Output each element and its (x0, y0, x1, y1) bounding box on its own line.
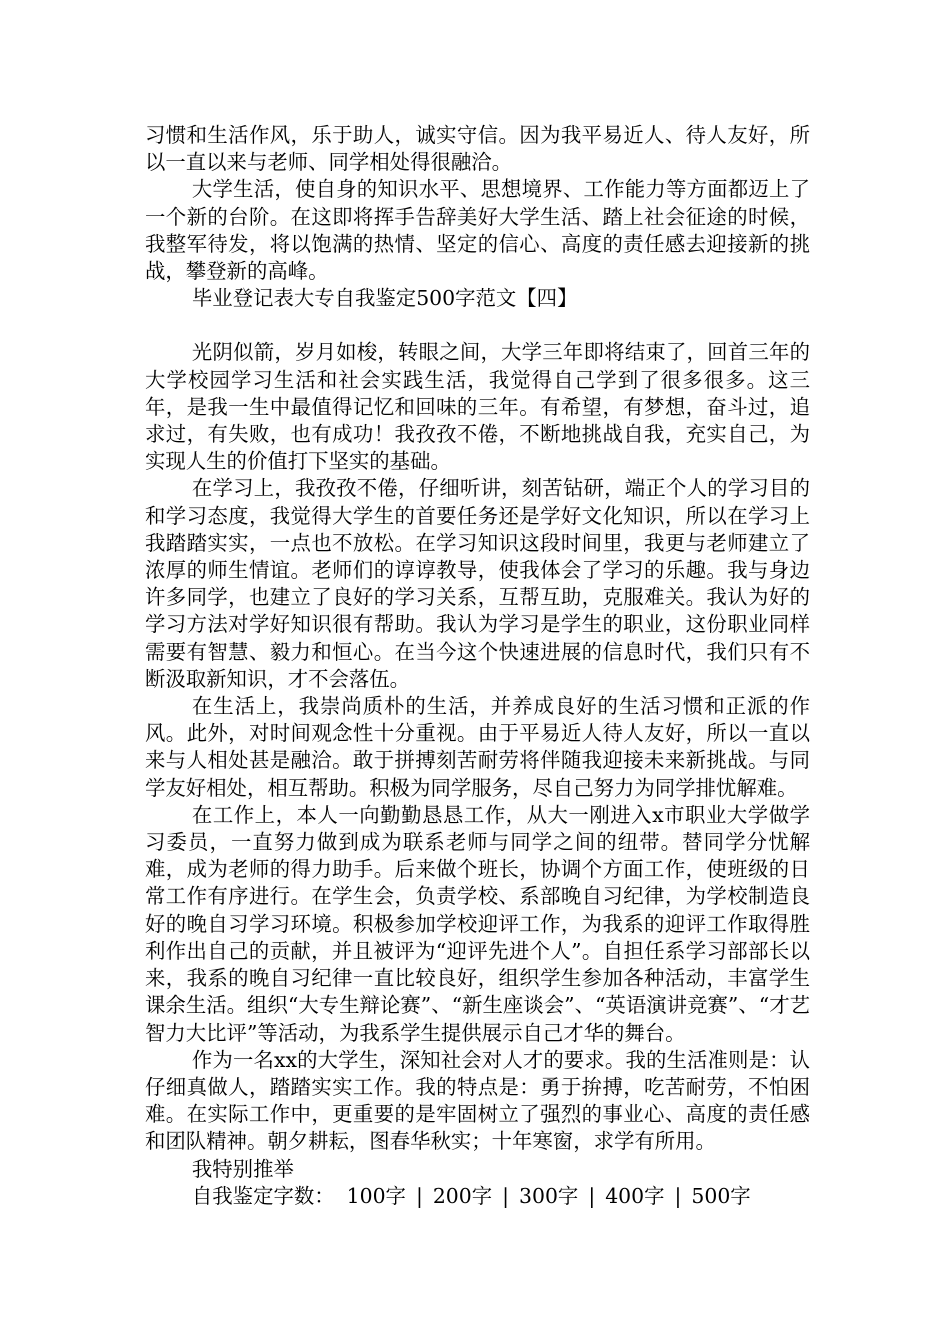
link-100-words[interactable]: 100字 (346, 1183, 406, 1208)
separator: | (588, 1183, 596, 1208)
recommend-label: 我特别推举 (191, 1156, 294, 1181)
link-400-words[interactable]: 400字 (605, 1183, 665, 1208)
link-500-words[interactable]: 500字 (691, 1183, 751, 1208)
paragraph: 在学习上，我孜孜不倦，仔细听讲，刻苦钻研，端正个人的学习目的和学习态度，我觉得大学生的首要任务还是学好文化知识，所以在学习上我踏踏实实，一点也不放松。在学习知识这段时间里，我更与老师建立了浓厚的师生情谊。老师们的谆谆教导，使我体会了学习的乐趣。我与身边许多同学，也建立了良好的学习关系，互帮互助，克服难关。我认为好的学习方法对学好知识很有帮助。我认为学习是学生的职业，这份职业同样需要有智慧、毅力和恒心。在当今这个快速进展的信息时代，我们只有不断汲取新知识，才不会落伍。 (145, 476, 810, 691)
word-count-label: 自我鉴定字数： (191, 1183, 335, 1208)
separator: | (415, 1183, 423, 1208)
separator: | (502, 1183, 510, 1208)
document-page (145, 122, 810, 1210)
paragraph: 作为一名xx的大学生，深知社会对人才的要求。我的生活准则是：认仔细真做人，踏踏实实工作。我的特点是：勇于拚搏，吃苦耐劳，不怕困难。在实际工作中，更重要的是牢固树立了强烈的事业心、高度的责任感和团队精神。朝夕耕耘，图春华秋实；十年寒窗，求学有所用。 (145, 1047, 810, 1154)
paragraph: 在工作上，本人一向勤勤恳恳工作，从大一刚进入x市职业大学做学习委员，一直努力做到成为联系老师与同学之间的纽带。替同学分忧解难，成为老师的得力助手。后来做个班长，协调个方面工作，使班级的日常工作有序进行。在学生会，负责学校、系部晚自习纪律，为学校制造良好的晚自习学习环境。积极参加学校迎评工作，为我系的迎评工作取得胜利作出自己的贡献，并且被评为“迎评先进个人”。自担任系学习部部长以来，我系的晚自习纪律一直比较良好，组织学生参加各种活动，丰富学生课余生活。组织“大专生辩论赛”、“新生座谈会”、“英语演讲竞赛”、“才艺智力大比评”等活动，为我系学生提供展示自己才华的舞台。 (145, 802, 810, 1045)
paragraph: 光阴似箭，岁月如梭，转眼之间，大学三年即将结束了，回首三年的大学校园学习生活和社会实践生活，我觉得自己学到了很多很多。这三年，是我一生中最值得记忆和回味的三年。有希望，有梦想，奋斗过，追求过，有失败，也有成功！我孜孜不倦，不断地挑战自我，充实自己，为实现人生的价值打下坚实的基础。 (145, 340, 810, 474)
link-200-words[interactable]: 200字 (432, 1183, 493, 1208)
blank-line (145, 312, 810, 339)
section-heading: 毕业登记表大专自我鉴定500字范文【四】 (191, 286, 578, 311)
word-count-links (145, 1183, 810, 1210)
paragraph: 大学生活，使自身的知识水平、思想境界、工作能力等方面都迈上了一个新的台阶。在这即将挥手告辞美好大学生活、踏上社会征途的时候，我整军待发，将以饱满的热情、坚定的信心、高度的责任感去迎接新的挑战，攀登新的高峰。 (145, 177, 810, 284)
paragraph: 习惯和生活作风，乐于助人，诚实守信。因为我平易近人、待人友好，所以一直以来与老师、同学相处得很融洽。 (145, 123, 810, 175)
link-300-words[interactable]: 300字 (519, 1183, 579, 1208)
separator: | (674, 1183, 682, 1208)
paragraph: 在生活上，我崇尚质朴的生活，并养成良好的生活习惯和正派的作风。此外，对时间观念性十分重视。由于平易近人待人友好，所以一直以来与人相处甚是融洽。敢于拼搏刻苦耐劳将伴随我迎接未来新挑战。与同学友好相处，相互帮助。积极为同学服务，尽自己努力为同学排忧解难。 (145, 694, 810, 800)
